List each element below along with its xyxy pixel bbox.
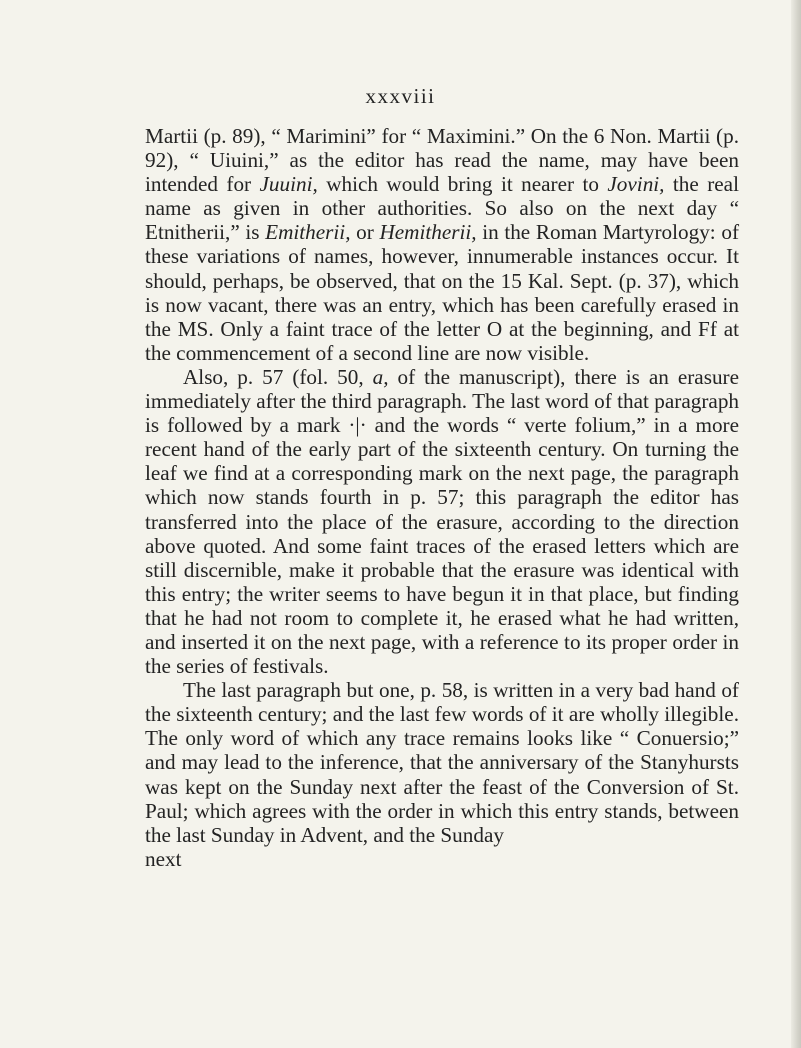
text-run: The last paragraph but one, p. 58, is written in a very bad hand of the sixteenth century; and the last few words of it are wholly illegible. The only word of which any trace remains looks like “ Conuersio;” and may lead to the inference, that the anniversary of the Stanyhursts was kept on the Sunday next after the feast of the Conversion of St. Paul; which agrees with the order in which this entry stands, between the last Sunday in Advent, and the Sunday xyxy=(145,678,739,847)
paragraph xyxy=(145,124,739,365)
catchword: next xyxy=(145,846,182,871)
paragraph xyxy=(145,678,739,847)
text-run: which would bring it nearer to xyxy=(317,172,608,197)
text-run-italic: Emitherii, xyxy=(265,220,351,245)
text-run: in the Roman Martyrology: of these variations of names, however, innumerable instances occur. It should, perhaps, be observed, that on the 15 Kal. Sept. (p. 37), which is now vacant, there was an entry, which has been carefully erased in the MS. Only a faint trace of the letter O at the beginning, and Ff at the commencement of a second line are now visible. xyxy=(145,220,739,365)
text-run-italic: Juuini, xyxy=(259,172,318,197)
text-run-italic: Jovini, xyxy=(607,172,665,197)
text-run: or xyxy=(350,220,380,245)
text-run: Martii (p. 89), “ Marimini” for “ Maximini.” On the 6 Non. Martii (p. 92), “ Uiuini,” as the editor has read the name, may have been intended for xyxy=(145,124,739,197)
page-number: xxxviii xyxy=(365,84,436,108)
text-run: Also, p. 57 (fol. 50, xyxy=(183,364,373,389)
body-text xyxy=(145,124,739,871)
text-run-italic: Hemitherii, xyxy=(379,220,477,245)
text-run-italic: a, xyxy=(372,364,389,389)
text-run: of the manuscript), there is an erasure immediately after the third paragraph. The last word of that paragraph is followed by a mark ·|· and the words “ verte folium,” in a more recent hand of the early part of the sixteenth century. On turning the leaf we find at a corresponding mark on the next page, the paragraph which now stands fourth in p. 57; this paragraph the editor has transferred into the place of the erasure, according to the direction above quoted. And some faint traces of the erased letters which are still discernible, make it probable that the erasure was identical with this entry; the writer seems to have begun it in that place, but finding that he had not room to complete it, he erased what he had written, and inserted it on the next page, with a reference to its proper order in the series of festivals. xyxy=(145,364,739,679)
text-run: the real name as given in other authorities. So also on the next day “ Etnitherii,” is xyxy=(145,172,739,245)
paragraph xyxy=(145,365,739,678)
page-edge-shadow xyxy=(791,0,801,1048)
